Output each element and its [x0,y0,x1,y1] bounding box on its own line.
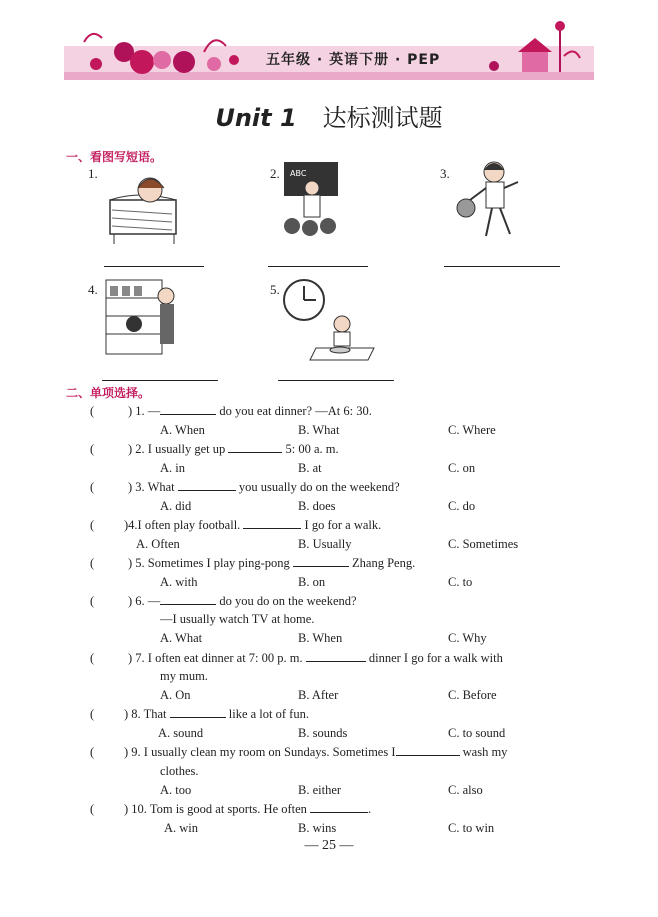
option-b[interactable]: B. does [298,499,336,513]
question-stem: ) 3. What you usually do on the weekend? [128,480,400,494]
answer-paren[interactable]: ( [90,518,95,532]
question-blank[interactable] [293,556,349,567]
question-stem: ) 8. That like a lot of fun. [124,707,309,721]
option-b[interactable]: B. wins [298,821,337,835]
answer-line[interactable] [268,266,368,267]
question-stem: ) 10. Tom is good at sports. He often . [124,802,372,816]
page-title [0,98,658,133]
title-test: 达标测试题 [322,104,443,132]
option-c[interactable]: C. Why [448,631,487,645]
option-b[interactable]: B. either [298,783,342,797]
question-blank[interactable] [160,594,216,605]
teacher-at-blackboard-icon [282,160,340,238]
option-a[interactable]: A. too [160,783,192,797]
question-blank[interactable] [243,518,301,529]
svg-text:ABC: ABC [290,169,307,178]
item-number: 2. [270,166,280,181]
option-a[interactable]: A. win [164,821,199,835]
section1-heading: 一、看图写短语。 [66,150,163,164]
option-c[interactable]: C. Sometimes [448,537,519,551]
question-blank[interactable] [396,745,460,756]
option-c[interactable]: C. to [448,575,473,589]
option-c[interactable]: C. do [448,499,476,513]
option-c[interactable]: C. Where [448,423,496,437]
question-stem: ) 7. I often eat dinner at 7: 00 p. m. dinner I go for a walk with [128,651,503,665]
answer-line[interactable] [278,380,394,381]
option-c[interactable]: C. Before [448,688,497,702]
option-a[interactable]: A. did [160,499,192,513]
option-b[interactable]: B. at [298,461,322,475]
question-stem: ) 1. — do you eat dinner? —At 6: 30. [128,404,372,418]
item-number: 4. [88,282,98,297]
question-stem-line2: clothes. [160,764,199,778]
question-stem-line2: my mum. [160,669,208,683]
clock-and-boy-eating-icon [282,278,378,364]
item-number: 5. [270,282,280,297]
page-number: — 25 — [304,838,354,853]
answer-paren[interactable]: ( [90,745,95,759]
option-c[interactable]: C. to sound [448,726,506,740]
answer-paren[interactable]: ( [90,594,95,608]
option-a[interactable]: A. What [160,631,203,645]
option-b[interactable]: B. sounds [298,726,348,740]
section2-heading: 二、单项选择。 [66,386,151,400]
option-b[interactable]: B. After [298,688,339,702]
option-b[interactable]: B. Usually [298,537,352,551]
answer-paren[interactable]: ( [90,404,95,418]
question-stem: )4.I often play football. I go for a walk. [124,518,382,532]
item-number: 1. [88,166,98,181]
question-blank[interactable] [178,480,236,491]
option-b[interactable]: B. What [298,423,340,437]
house-decoration-right-icon [489,21,580,72]
sleeping-girl-in-bed-icon [104,160,184,248]
answer-line[interactable] [102,380,218,381]
option-a[interactable]: A. sound [158,726,204,740]
question-stem: ) 5. Sometimes I play ping-pong Zhang Peng. [128,556,416,570]
item-number: 3. [440,166,450,181]
question-blank[interactable] [228,442,282,453]
option-c[interactable]: C. also [448,783,483,797]
banner-title: 五年级 · 英语下册 · PEP [266,52,441,68]
option-b[interactable]: B. When [298,631,343,645]
shopping-at-store-icon [104,278,178,356]
answer-paren[interactable]: ( [90,556,95,570]
option-a[interactable]: A. in [160,461,185,475]
answer-paren[interactable]: ( [90,802,95,816]
flower-decoration-left-icon [84,34,239,74]
option-b[interactable]: B. on [298,575,326,589]
option-a[interactable]: A. Often [136,537,180,551]
question-stem: ) 9. I usually clean my room on Sundays. Sometimes I wash my [124,745,508,759]
answer-paren[interactable]: ( [90,651,95,665]
option-a[interactable]: A. with [160,575,198,589]
header-decoration [64,12,594,84]
question-blank[interactable] [306,651,366,662]
question-stem: ) 6. — do you do on the weekend? [128,594,357,608]
answer-line[interactable] [444,266,560,267]
boy-playing-ball-icon [452,158,524,244]
answer-line[interactable] [104,266,204,267]
question-blank[interactable] [310,802,368,813]
option-a[interactable]: A. When [160,423,205,437]
option-a[interactable]: A. On [160,688,191,702]
answer-paren[interactable]: ( [90,480,95,494]
option-c[interactable]: C. to win [448,821,495,835]
answer-paren[interactable]: ( [90,442,95,456]
option-c[interactable]: C. on [448,461,476,475]
answer-paren[interactable]: ( [90,707,95,721]
question-blank[interactable] [160,404,216,415]
title-unit: Unit 1 [215,104,297,132]
question-stem: ) 2. I usually get up 5: 00 a. m. [128,442,339,456]
question-stem-line2: —I usually watch TV at home. [160,612,315,626]
question-blank[interactable] [170,707,226,718]
